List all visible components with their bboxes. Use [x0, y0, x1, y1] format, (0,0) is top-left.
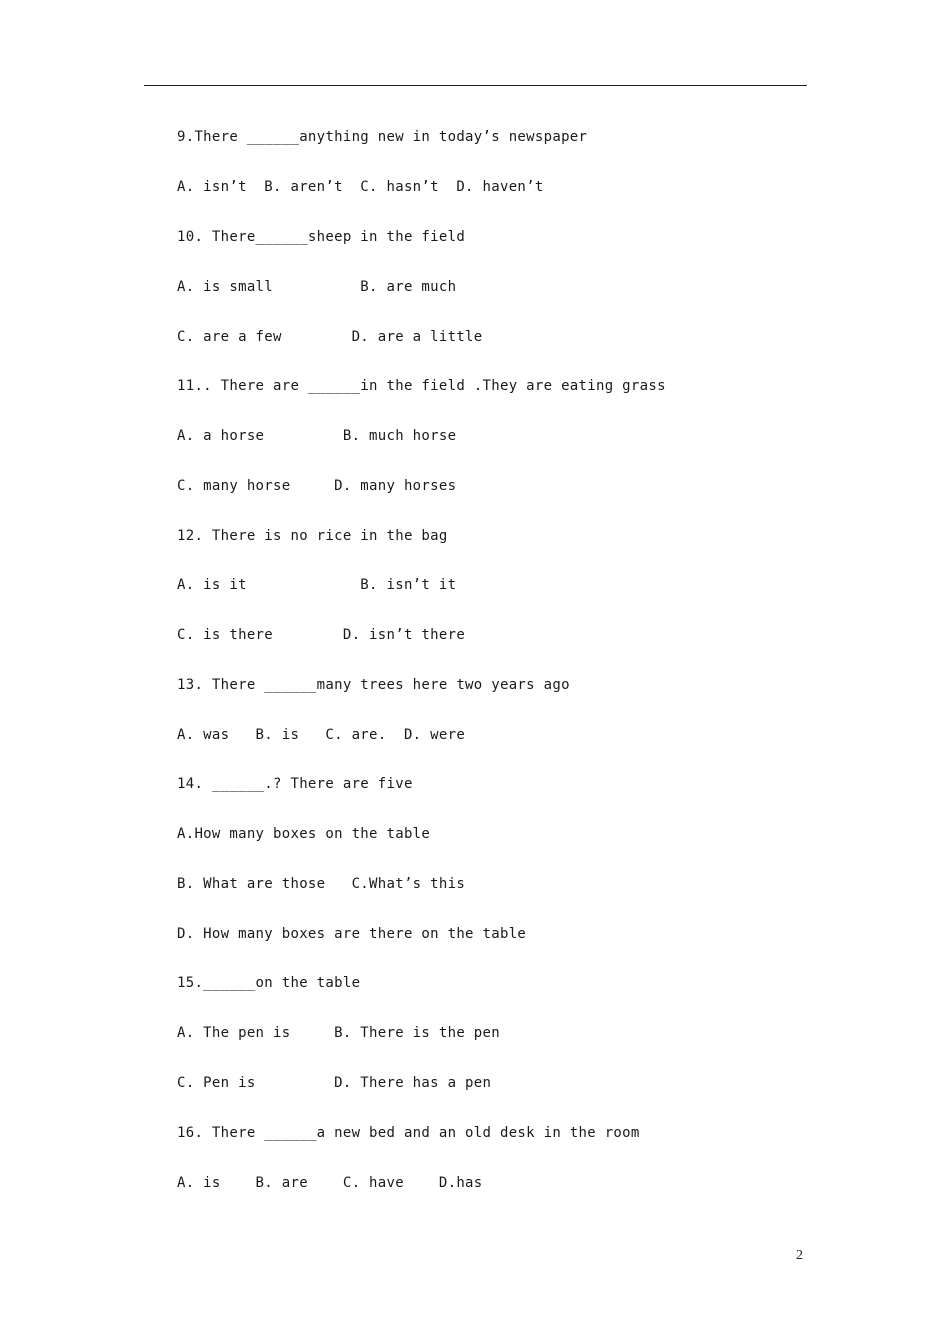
question-15: 15.______on the table: [177, 975, 361, 991]
question-13-options: A. was B. is C. are. D. were: [177, 727, 466, 743]
question-16-options: A. is B. are C. have D.has: [177, 1175, 483, 1191]
page-number: 2: [796, 1248, 803, 1263]
question-10-options-ab: A. is small B. are much: [177, 279, 457, 295]
question-14: 14. ______.? There are five: [177, 776, 413, 792]
question-10-options-cd: C. are a few D. are a little: [177, 329, 483, 345]
question-9-options: A. isn’t B. aren’t C. hasn’t D. haven’t: [177, 179, 544, 195]
question-9: 9.There ______anything new in today’s newspaper: [177, 129, 588, 145]
question-15-options-cd: C. Pen is D. There has a pen: [177, 1075, 492, 1091]
question-16: 16. There ______a new bed and an old desk in the room: [177, 1125, 640, 1141]
question-14-option-a: A.How many boxes on the table: [177, 826, 431, 842]
question-14-options-bc: B. What are those C.What’s this: [177, 876, 466, 892]
question-12-options-cd: C. is there D. isn’t there: [177, 627, 466, 643]
question-11-options-ab: A. a horse B. much horse: [177, 428, 457, 444]
question-10: 10. There______sheep in the field: [177, 229, 466, 245]
header-rule: [144, 85, 807, 86]
question-14-option-d: D. How many boxes are there on the table: [177, 926, 527, 942]
question-12: 12. There is no rice in the bag: [177, 528, 448, 544]
question-11: 11.. There are ______in the field .They are eating grass: [177, 378, 666, 394]
question-15-options-ab: A. The pen is B. There is the pen: [177, 1025, 500, 1041]
question-11-options-cd: C. many horse D. many horses: [177, 478, 457, 494]
question-12-options-ab: A. is it B. isn’t it: [177, 577, 457, 593]
question-13: 13. There ______many trees here two years ago: [177, 677, 570, 693]
